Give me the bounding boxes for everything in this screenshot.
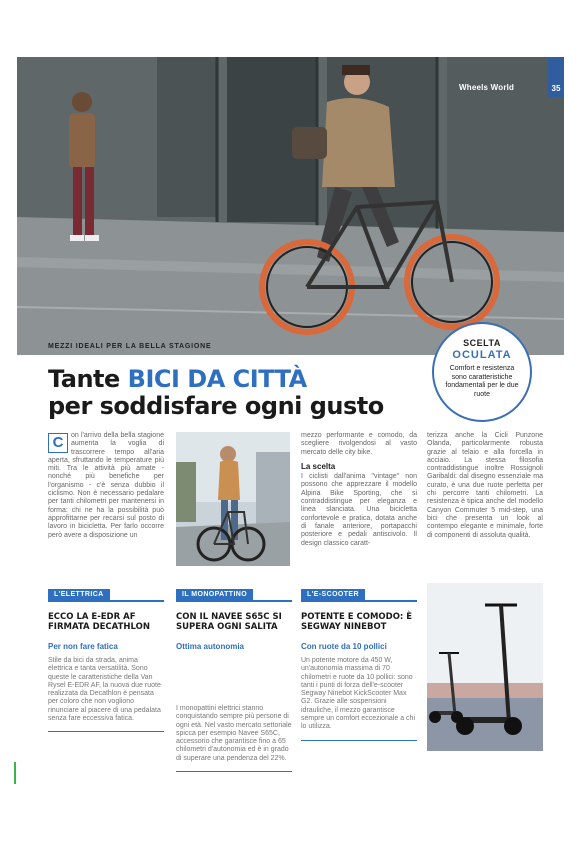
box-divider: [48, 600, 164, 602]
box-monopattino: [176, 583, 292, 772]
box-text: I monopattini elettrici stanno conquistando sempre più persone di ogni età. Nel vasto mercato settoriale spicca per esempio Navee S65C, accessorio che garantisce fino a 65 chilometri d'autonomia ed è in grado di superare una pendenza del 22%.: [176, 705, 292, 762]
page-number: 35: [548, 57, 564, 97]
badge-text: Comfort e resistenza sono caratteristiche fondamentali per le due ruote: [445, 365, 519, 398]
article-column-4: [427, 432, 543, 540]
photo-woman-bicycle: [176, 432, 290, 566]
hero-caption: MEZZI IDEALI PER LA BELLA STAGIONE: [48, 343, 212, 350]
box-divider-bottom: [301, 740, 417, 741]
badge-line1: SCELTA: [463, 338, 501, 348]
box-divider-bottom: [176, 771, 292, 772]
box-divider: [176, 600, 292, 602]
box-subtitle: Ottima autonomia: [176, 642, 245, 651]
title-accent: BICI DA CITTÀ: [127, 365, 307, 393]
box-subtitle: Con ruote da 10 pollici: [301, 642, 387, 651]
title-part1: Tante: [48, 365, 128, 393]
box-divider: [301, 600, 417, 602]
drop-cap: C: [48, 433, 68, 453]
box-elettrica: [48, 583, 164, 732]
column-1-text: on l'arrivo della bella stagione aumenta la voglia di trascorrere tempo all'aria aperta, sfruttando le temperature più miti. Tra le attività più amate - nonché più benefiche per l'organismo - c'è senza dubbio il ciclismo. Non è necessario pedalare per tanti chilometri per mantenersi in forma: chi ne ha la possibilità può approfittarne per recarsi sul posto di lavoro in bicicletta. Per farlo occorre però avere a disposizione un: [48, 432, 164, 539]
page-title: [48, 366, 384, 420]
column-3-text: I ciclisti dall'anima "vintage" non possono che apprezzare il modello Alpina Bike Sporting, che si contraddistingue per eleganza e linea slanciata. Una bicicletta confortevole e pratica, dotata anche di fanale anteriore, portapacchi posteriore e pedali antiscivolo. Il design classico caratt-: [301, 473, 417, 547]
box-title: ECCO LA E-EDR AF FIRMATA DECATHLON: [48, 612, 150, 632]
page-header: [455, 57, 564, 97]
hero-photo-cyclist: [17, 57, 564, 355]
article-column-1: [48, 432, 164, 540]
box-subtitle: Per non fare fatica: [48, 642, 118, 651]
page-edge-marker: [14, 762, 16, 784]
photo-e-scooters: [427, 583, 543, 751]
box-text: Un potente motore da 450 W, un'autonomia massima di 70 chilometri e ruote da 10 pollici: sono tanti i punti di forza dell'e-scooter Segway Ninebot KickScooter Max G2. Grazie alle sospensioni idrauliche, il mezzo garantisce sempre un comfort eccezionale a chi lo utilizza.: [301, 657, 415, 731]
box-tag: L'ELETTRICA: [48, 589, 110, 600]
article-column-3: [301, 432, 417, 548]
title-part2: per soddisfare ogni gusto: [48, 392, 384, 420]
box-tag: L'E-SCOOTER: [301, 589, 365, 600]
box-text: Stile da bici da strada, anima elettrica e tanta versatilità. Sono queste le caratteristiche della Van Rysel E-EDR AF, la nuova due ruote realizzata da Decathlon è pensata per coloro che non vogliono rinunciare al piacere di una pedalata senza fare eccessiva fatica.: [48, 657, 161, 723]
column-3-intro: mezzo performante e comodo, da scegliere rivolgendosi al vasto mercato delle city bike.: [301, 432, 417, 456]
badge-line2: OCULATA: [452, 349, 512, 361]
box-divider-bottom: [48, 731, 164, 732]
column-3-subhead: La scelta: [301, 461, 336, 471]
badge-scelta-oculata: [432, 322, 532, 422]
box-title: POTENTE E COMODO: È SEGWAY NINEBOT: [301, 612, 413, 632]
box-title: CON IL NAVEE S65C SI SUPERA OGNI SALITA: [176, 612, 282, 632]
magazine-name: Wheels World: [459, 83, 515, 92]
box-tag: IL MONOPATTINO: [176, 589, 253, 600]
box-e-scooter: [301, 583, 417, 741]
column-4-text: terizza anche la Cicli Punzone Olanda, particolarmente robusta grazie al telaio e alla forcella in acciaio. La stessa filosofia contraddistingue inoltre Rossignoli Garibaldi: dal disegno essenziale ma curato, è una due ruote perfetta per chi percorre tanti chilometri. La resistenza è tipica anche del modello Canyon Commuter 5 mid-step, una bici che presenta un look al contempo elegante e minimale, forte di componenti di assoluta qualità.: [427, 432, 543, 539]
